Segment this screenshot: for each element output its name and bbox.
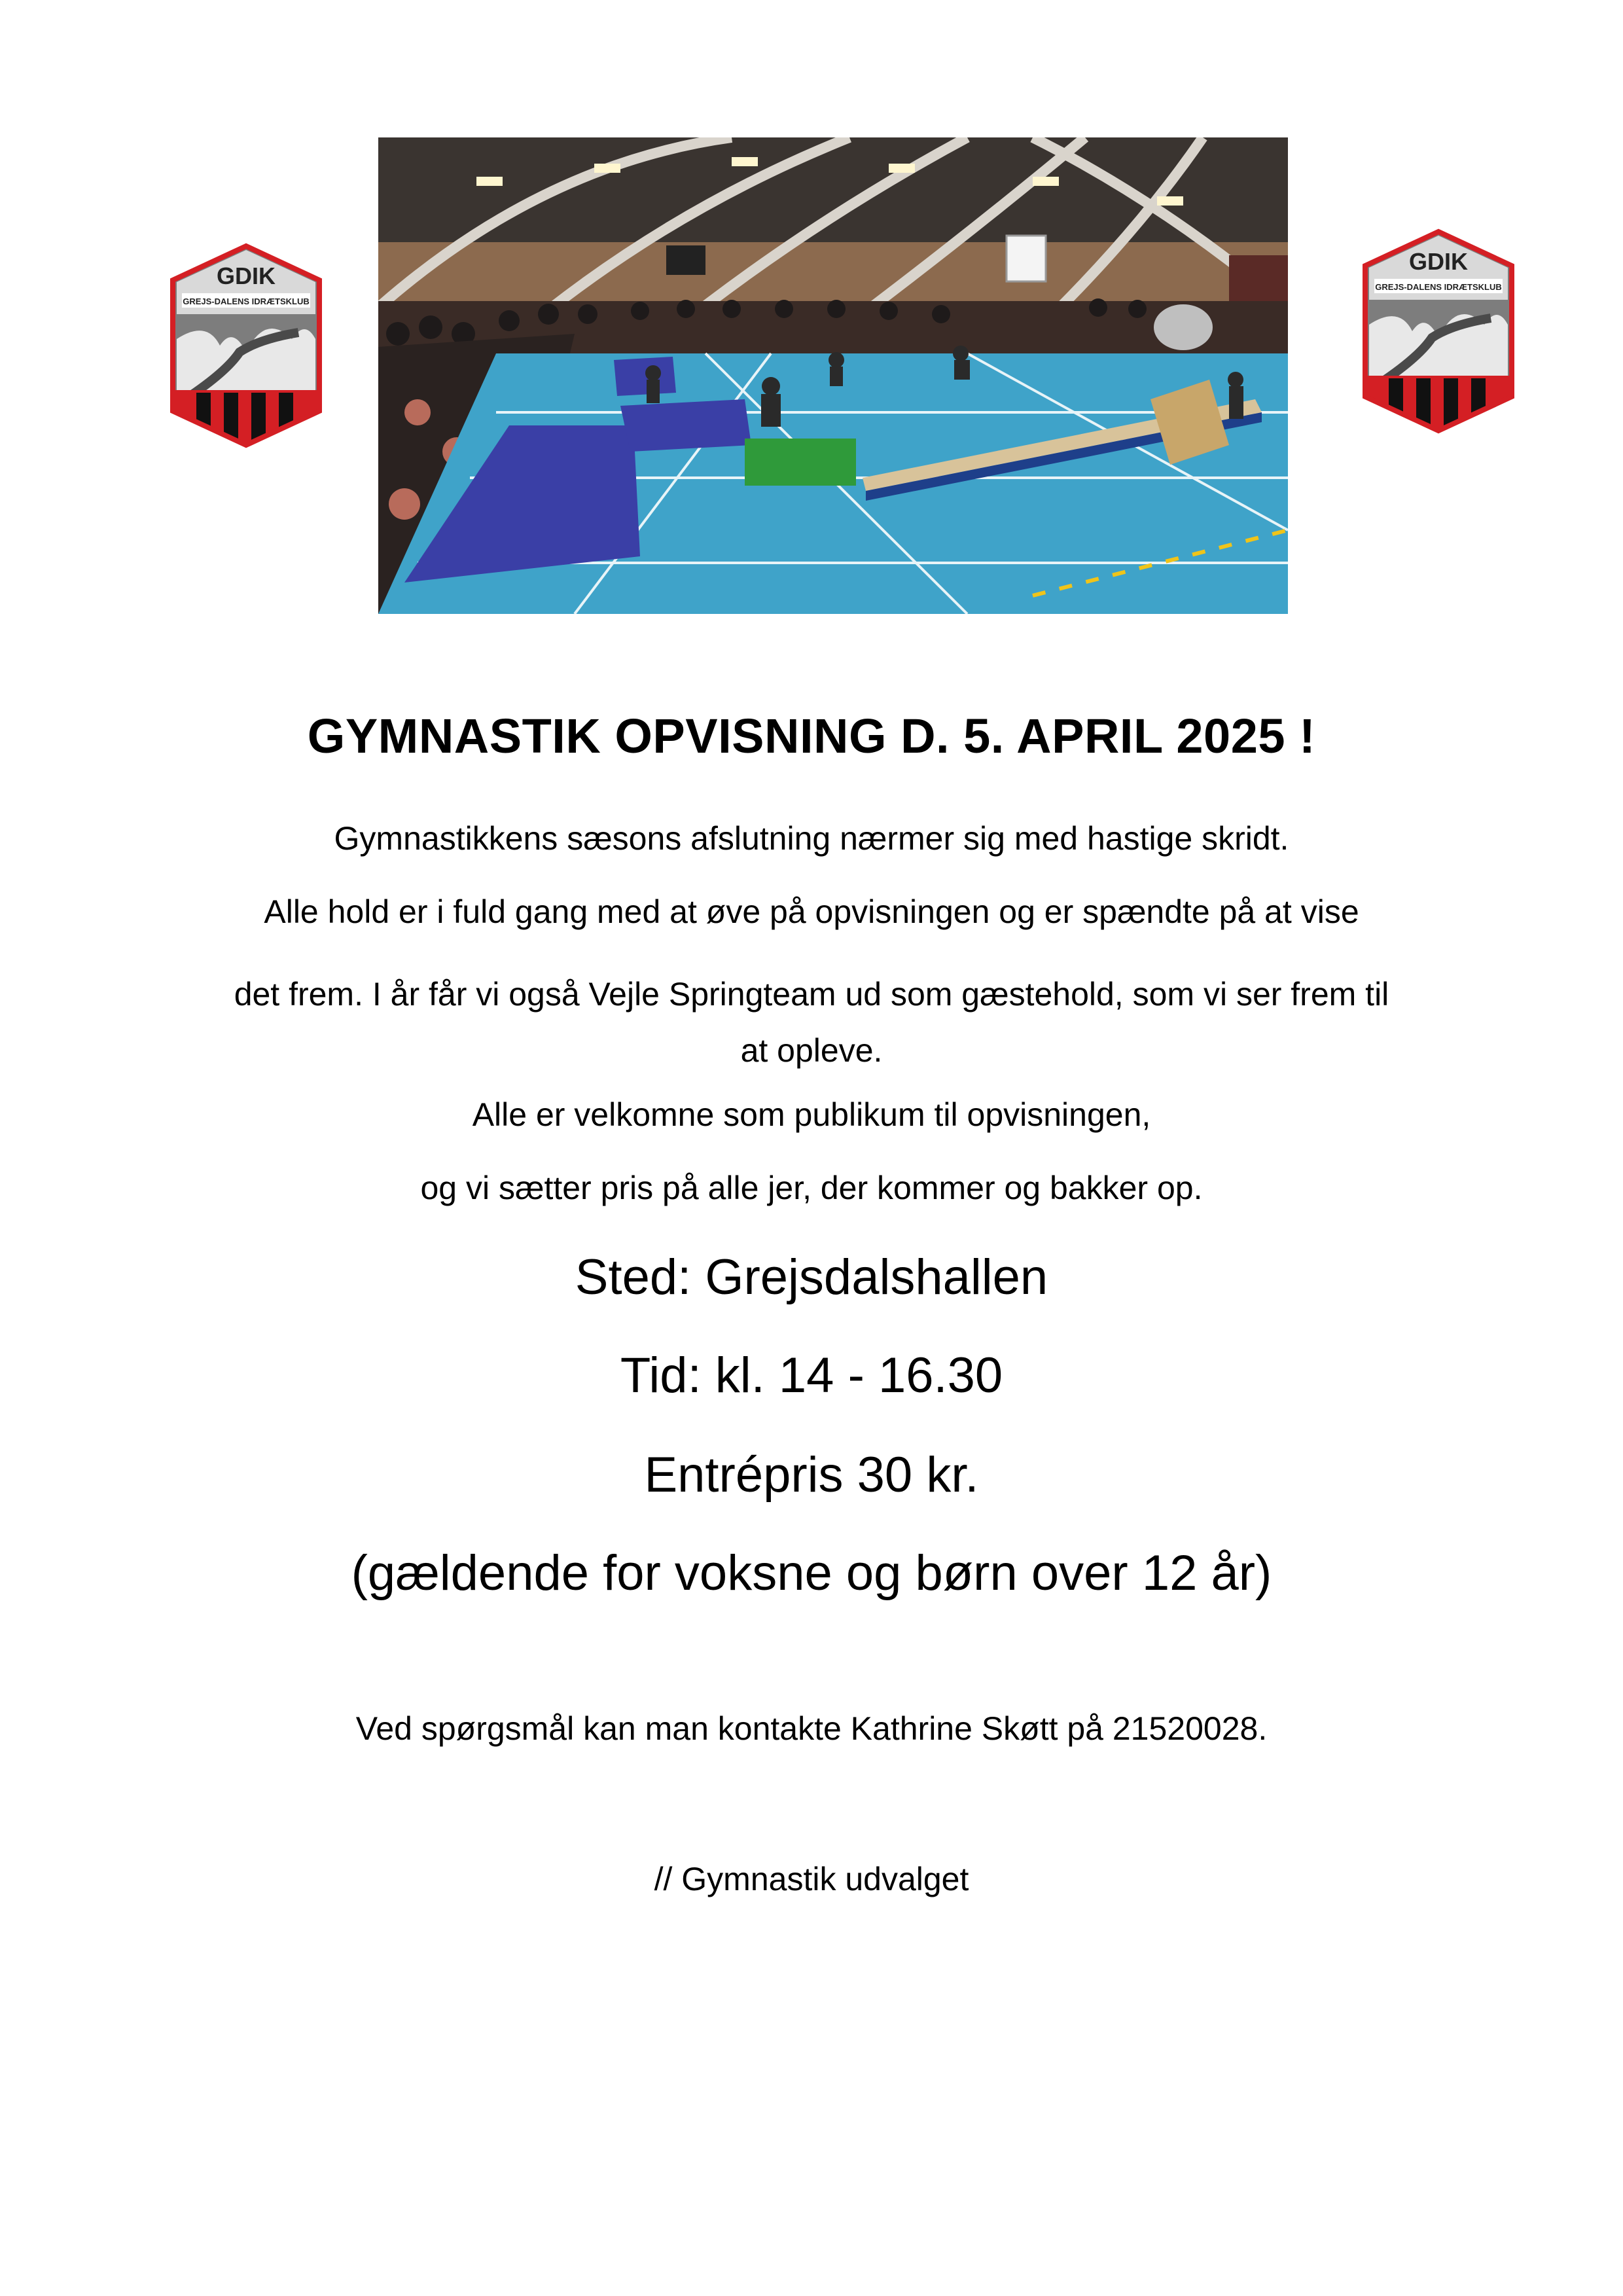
body-line-2: Alle hold er i fuld gang med at øve på opvisningen og er spændte på at vise (264, 893, 1359, 930)
body-line-1: Gymnastikkens sæsons afslutning nærmer sig med hastige skridt. (334, 820, 1289, 857)
logo-abbr: GDIK (217, 262, 276, 289)
club-logo-right (1360, 226, 1517, 436)
signature: // Gymnastik udvalget (654, 1861, 969, 1897)
logo-club-name: GREJS-DALENS IDRÆTSKLUB (183, 296, 310, 306)
body-paragraph-3 (0, 966, 1623, 1079)
gym-hall-photo (378, 137, 1288, 614)
event-price-note: (gældende for voksne og børn over 12 år) (351, 1545, 1272, 1601)
club-logo-left (168, 241, 325, 450)
logo-abbr: GDIK (1409, 248, 1468, 275)
event-place: Sted: Grejsdalshallen (575, 1249, 1048, 1305)
logo-club-name: GREJS-DALENS IDRÆTSKLUB (1375, 282, 1502, 292)
body-line-4: Alle er velkomne som publikum til opvisningen, (472, 1096, 1151, 1133)
page-title: GYMNASTIK OPVISNING D. 5. APRIL 2025 ! (307, 709, 1316, 763)
event-time: Tid: kl. 14 - 16.30 (620, 1348, 1003, 1403)
body-line-3b: at opleve. (740, 1032, 883, 1069)
body-line-5: og vi sætter pris på alle jer, der kommer og bakker op. (420, 1170, 1203, 1206)
contact-info: Ved spørgsmål kan man kontakte Kathrine Skøtt på 21520028. (355, 1710, 1268, 1747)
body-line-3a: det frem. I år får vi også Vejle Springteam ud som gæstehold, som vi ser frem til (234, 976, 1389, 1013)
event-price: Entrépris 30 kr. (644, 1447, 979, 1503)
